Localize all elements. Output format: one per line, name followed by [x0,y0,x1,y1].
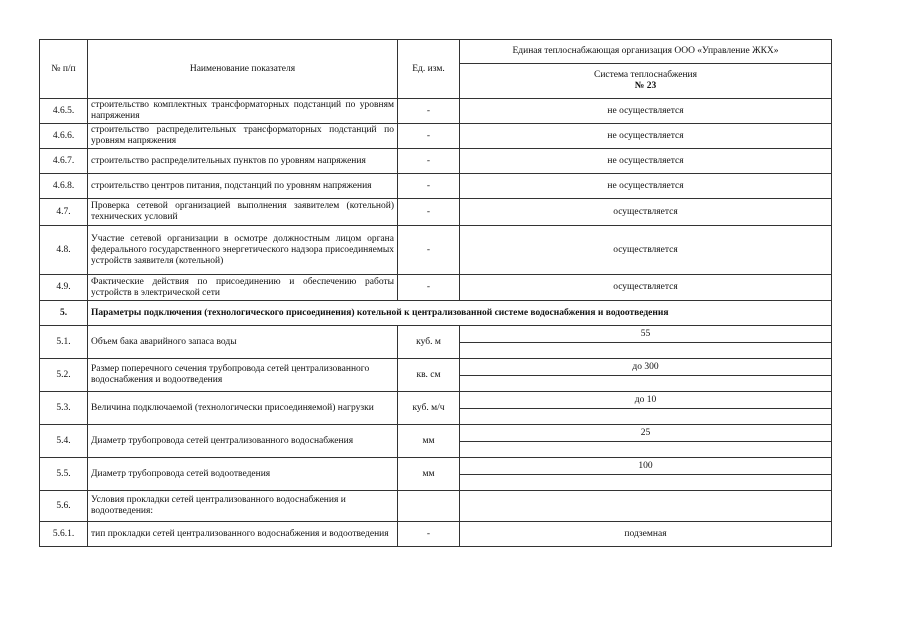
row-unit: кв. см [398,359,460,392]
row-num: 4.6.8. [40,174,88,199]
row-value: 25 [460,425,832,442]
row-name: Фактические действия по присоединению и обеспечению работы устройств в электрической сети [88,275,398,301]
row-value: не осуществляется [460,99,832,124]
row-value: до 300 [460,359,832,376]
row-unit: - [398,149,460,174]
row-num: 5.6.1. [40,522,88,547]
row-name: тип прокладки сетей централизованного водоснабжения и водоотведения [88,522,398,547]
row-name: строительство распределительных трансформаторных подстанций по уровням напряжения [88,124,398,149]
row-num: 5.1. [40,326,88,359]
row-name: Величина подключаемой (технологически присоединяемой) нагрузки [88,392,398,425]
row-value-blank [460,343,832,359]
row-name: строительство комплектных трансформаторных подстанций по уровням напряжения [88,99,398,124]
row-num: 5.5. [40,458,88,491]
row-name: Объем бака аварийного запаса воды [88,326,398,359]
section-title: Параметры подключения (технологического присоединения) котельной к централизованной системе водоснабжения и водоотведения [88,301,832,326]
row-num: 5.3. [40,392,88,425]
row-value: 55 [460,326,832,343]
row-value: не осуществляется [460,174,832,199]
row-value: осуществляется [460,199,832,226]
row-name: Проверка сетевой организацией выполнения заявителем (котельной) технических условий [88,199,398,226]
row-value [460,491,832,522]
row-unit: - [398,522,460,547]
header-system-label: Система теплоснабжения [593,70,698,81]
header-unit: Ед. изм. [398,40,460,99]
header-system [460,64,832,99]
row-name: строительство распределительных пунктов по уровням напряжения [88,149,398,174]
row-unit: куб. м [398,326,460,359]
row-num: 5.6. [40,491,88,522]
row-num: 5.4. [40,425,88,458]
row-value: не осуществляется [460,124,832,149]
row-unit: - [398,199,460,226]
row-unit: - [398,124,460,149]
header-name: Наименование показателя [88,40,398,99]
row-value: до 10 [460,392,832,409]
row-unit: мм [398,458,460,491]
row-num: 4.7. [40,199,88,226]
header-system-number: № 23 [634,81,657,92]
row-value: не осуществляется [460,149,832,174]
row-value: 100 [460,458,832,475]
row-name: Условия прокладки сетей централизованного водоснабжения и водоотведения: [88,491,398,522]
row-value-blank [460,475,832,491]
row-num: 4.6.6. [40,124,88,149]
row-value: осуществляется [460,275,832,301]
row-unit [398,491,460,522]
row-unit: куб. м/ч [398,392,460,425]
row-name: Размер поперечного сечения трубопровода сетей централизованного водоснабжения и водоотведения [88,359,398,392]
row-name: Диаметр трубопровода сетей централизованного водоснабжения [88,425,398,458]
section-num: 5. [40,301,88,326]
row-name: Участие сетевой организации в осмотре должностным лицом органа федерального государственного энергетического надзора присоединяемых устройств заявителя (котельной) [88,226,398,275]
header-org: Единая теплоснабжающая организация ООО «Управление ЖКХ» [460,40,832,64]
row-num: 4.9. [40,275,88,301]
row-num: 4.6.7. [40,149,88,174]
row-value: осуществляется [460,226,832,275]
row-unit: мм [398,425,460,458]
row-unit: - [398,99,460,124]
row-unit: - [398,174,460,199]
row-value-blank [460,409,832,425]
row-value-blank [460,442,832,458]
row-value: подземная [460,522,832,547]
row-num: 5.2. [40,359,88,392]
row-num: 4.6.5. [40,99,88,124]
row-name: строительство центров питания, подстанций по уровням напряжения [88,174,398,199]
row-unit: - [398,226,460,275]
header-num: № п/п [40,40,88,99]
row-value-blank [460,376,832,392]
indicators-table [39,39,832,547]
row-unit: - [398,275,460,301]
row-num: 4.8. [40,226,88,275]
row-name: Диаметр трубопровода сетей водоотведения [88,458,398,491]
